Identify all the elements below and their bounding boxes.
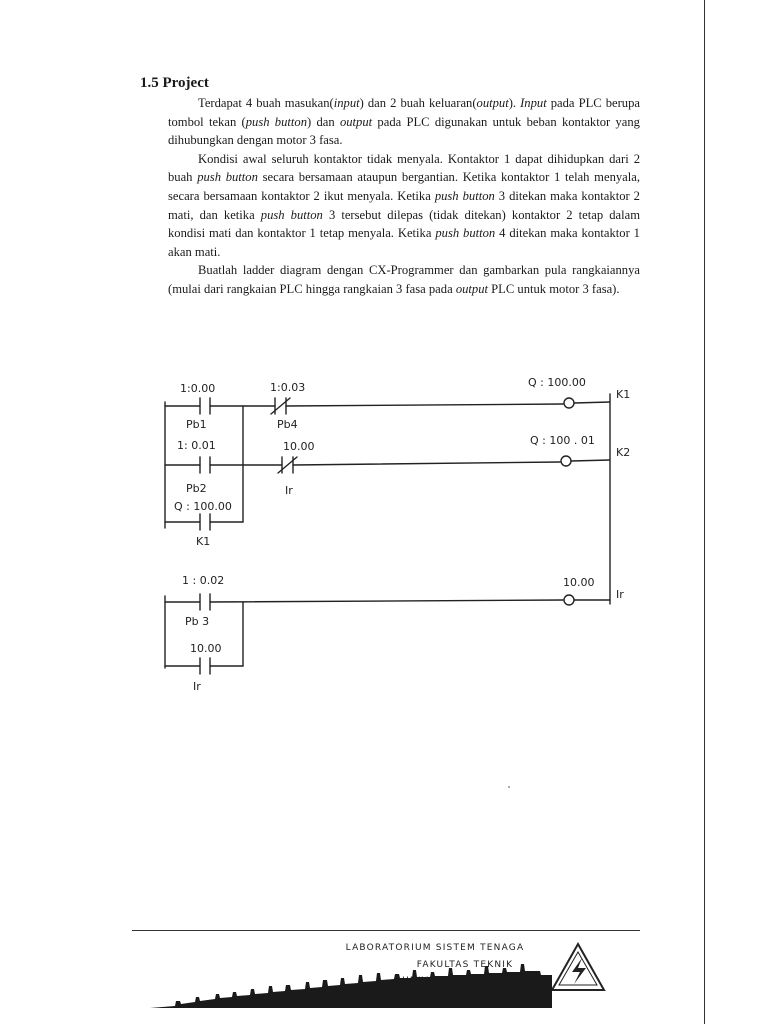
text-segment: ) dan 2 buah keluaran(: [359, 96, 477, 110]
footer-line-2: FAKULTAS TEKNIK: [416, 960, 514, 970]
text-segment: pada PLC digunakan untuk beban kontaktor yang dihubungkan dengan motor 3 fasa.: [168, 114, 640, 148]
text-segment: ) dan: [307, 114, 340, 129]
text-segment: output: [339, 114, 373, 129]
label-c1-addr: 1:0.00: [180, 382, 216, 395]
label-c3-name: Pb2: [186, 482, 207, 495]
lab-logo-icon: [552, 944, 604, 990]
text-segment: 3 ditekan maka kontaktor 2 mati, dan ketika: [168, 188, 640, 222]
text-segment: push button: [260, 207, 323, 222]
text-segment: secara bersamaan ataupun bergantian. Ketika kontaktor 1 telah menyala, secara bersamaan kontaktor 2 ikut menyala. Ketika: [168, 170, 640, 203]
label-coil3-addr: 10.00: [563, 576, 595, 589]
text-segment: push button: [197, 170, 258, 185]
label-coil2-name: K2: [616, 446, 631, 459]
label-c4-name: Ir: [285, 484, 293, 497]
label-c7-name: Ir: [193, 680, 201, 693]
text-segment: PLC untuk motor 3 fasa).: [488, 281, 620, 296]
label-c5-name: K1: [196, 535, 211, 548]
label-c1-name: Pb1: [186, 418, 207, 431]
text-segment: push button: [434, 188, 495, 203]
text-segment: ).: [508, 96, 521, 110]
label-c7-addr: 10.00: [190, 642, 222, 655]
label-coil2-addr: Q : 100 . 01: [530, 434, 595, 447]
text-segment: pada PLC berupa tombol tekan (: [168, 96, 640, 129]
footer-line-1: LABORATORIUM SISTEM TENAGA: [345, 943, 525, 953]
label-c6-addr: 1 : 0.02: [182, 574, 225, 587]
label-c2-addr: 1:0.03: [270, 381, 306, 394]
text-segment: input: [333, 96, 360, 110]
text-segment: push button: [435, 226, 496, 241]
text-segment: Terdapat 4 buah masukan(: [198, 96, 334, 110]
text-segment: Input: [520, 96, 547, 110]
label-coil1-name: K1: [616, 388, 631, 401]
text-segment: push button: [245, 114, 307, 129]
text-segment: output: [455, 281, 488, 296]
label-c5-addr: Q : 100.00: [174, 500, 232, 513]
text-segment: 3 tersebut dilepas (tidak ditekan) kontaktor 2 tetap dalam kondisi mati dan kontaktor 1 tetap menyala. Ketika: [168, 207, 640, 241]
skyline-silhouette: [150, 964, 552, 1008]
label-coil1-addr: Q : 100.00: [528, 376, 586, 389]
label-c4-addr: 10.00: [283, 440, 315, 453]
label-coil3-name: Ir: [616, 588, 624, 601]
section-title: 1.5 Project: [140, 75, 209, 91]
label-c2-name: Pb4: [277, 418, 298, 431]
text-segment: Kondisi awal seluruh kontaktor tidak menyala. Kontaktor 1 dapat dihidupkan dari 2 buah: [168, 151, 640, 185]
text-segment: Buatlah ladder diagram dengan CX-Programmer dan gambarkan pula rangkaiannya (mulai dari rangkaian PLC hingga rangkaian 3 fasa pada: [168, 263, 640, 296]
text-segment: output: [476, 96, 509, 110]
text-segment: 4 ditekan maka kontaktor 1 akan mati.: [168, 226, 640, 259]
label-c6-name: Pb 3: [185, 615, 210, 628]
label-c3-addr: 1: 0.01: [177, 439, 216, 452]
